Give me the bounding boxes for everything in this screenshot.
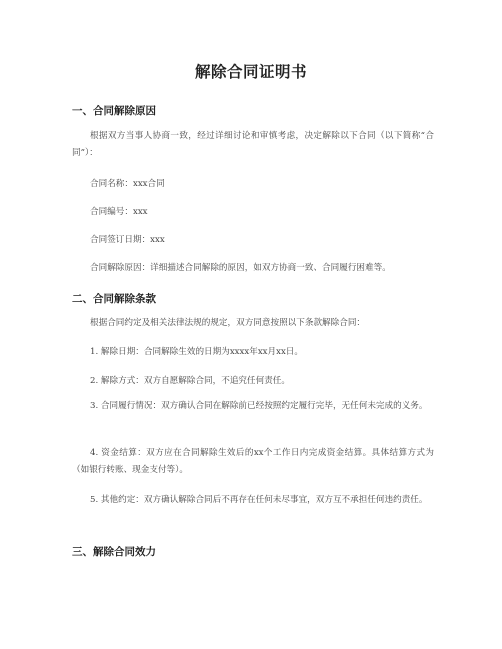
section-1-heading: 一、合同解除原因 [72,105,156,117]
clause-item: 3. 合同履行情况：双方确认合同在解除前已经按照约定履行完毕，无任何未完成的义务。 [90,401,428,411]
contract-number-line: 合同编号：xxx [90,207,148,217]
section-2-intro: 根据合同约定及相关法律法规的规定，双方同意按照以下条款解除合同： [90,318,366,328]
clause-item: 2. 解除方式：双方自愿解除合同，不追究任何责任。 [90,376,290,386]
termination-reason-line: 合同解除原因：详细描述合同解除的原因，如双方协商一致、合同履行困难等。 [90,263,391,273]
clause-item: 1. 解除日期：合同解除生效的日期为xxxx年xx月xx日。 [90,347,303,357]
section-2-heading: 二、合同解除条款 [72,293,156,305]
section-3-heading: 三、解除合同效力 [72,546,156,558]
clause-item: 5. 其他约定：双方确认解除合同后不再存在任何未尽事宜，双方互不承担任何违约责任。 [90,495,428,505]
sign-date-line: 合同签订日期：xxx [90,235,165,245]
clause-item: 4. 资金结算：双方应在合同解除生效后的xx个工作日内完成资金结算。具体结算方式为（如银行转账、现金支付等）。 [72,448,434,475]
contract-name-line: 合同名称：xxx合同 [90,179,165,189]
document-title: 解除合同证明书 [194,63,307,81]
section-1-intro: 根据双方当事人协商一致，经过详细讨论和审慎考虑，决定解除以下合同（以下简称“合同”）： [72,131,434,158]
